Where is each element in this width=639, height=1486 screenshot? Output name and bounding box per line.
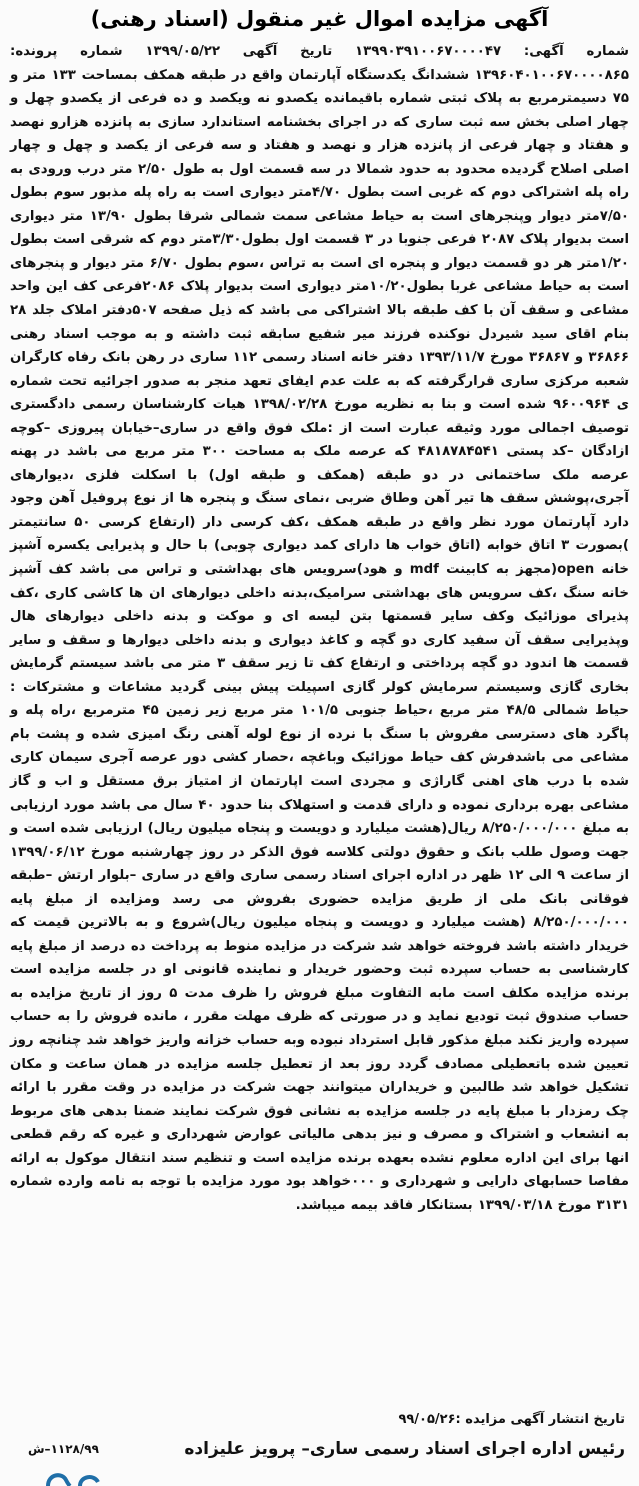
signature-line: رئیس اداره اجرای اسناد رسمی ساری– پرویز علیزاده [184, 1439, 625, 1459]
partial-stamp-mark [40, 1468, 120, 1486]
notice-body: شماره آگهی: ۱۳۹۹۰۳۹۱۰۰۶۷۰۰۰۰۴۷ تاریخ آگهی ۱۳۹۹/۰۵/۲۲ شماره پرونده: ۱۳۹۶۰۴۰۱۰۰۶۷۰۰۰۰۸۶۵ ششدانگ یکدستگاه آپارتمان واقع در طبقه همکف بمساحت ۱۳۳ متر و ۷۵ دسیمترمربع به پلاک ثبتی شماره باقیمانده یکصدو نه ویکصد و ده فرعی از یکصدو چهل و چهار اصلی بخش سه ثبت ساری که در اجرای بخشنامه استاندارد سازی به پانزده هزارو نهصد و هفتاد و چهار فرعی از پانزده هزار و نهصد و هفتاد و سه فرعی از یکصد و چهل و چهار اصلی اصلاح گردیده محدود به حدود شمالا در سه قسمت اول به طول ۲/۵۰ متر درب ورودی به راه پله اشتراکی دوم که غربی است بطول ۴/۷۰متر دیواری است به راه پله مذبور سوم بطول ۷/۵۰متر دیوار وپنجرهای است به حیاط مشاعی سمت شمالی شرقا بطول ۱۳/۹۰ متر دیواری است بدیوار پلاک ۲۰۸۷ فرعی جنوبا در ۳ قسمت اول بطول۳/۳۰متر دوم که شرقی است بطول ۱/۲۰متر هر دو قسمت دیوار و پنجره ای است به تراس ،سوم بطول ۶/۷۰ متر دیوار و پنجرهای است به حیاط مشاعی غربا بطول۱۰/۲۰متر دیواری است بدیوار پلاک ۲۰۸۶فرعی کف این واحد مشاعی و سقف آن با کف طبقه بالا اشتراکی می باشد که ذیل صفحه ۵۰۷دفتر املاک جلد ۲۸ بنام اقای سید شیردل نوکنده فرزند میر شفیع سابقه ثبت داشته و به موجب اسناد رهنی ۳۶۸۶۶ و ۳۶۸۶۷ مورخ ۱۳۹۳/۱۱/۷ دفتر خانه اسناد رسمی ۱۱۲ ساری در رهن بانک رفاه کارگران شعبه مرکزی ساری قرارگرفته که به علت عدم ایفای تعهد منجر به صدور اجرائیه تحت شماره ی ۹۶۰۰۹۶۴ شده است و بنا به نظریه مورخ ۱۳۹۸/۰۲/۲۸ هیات کارشناسان رسمی دادگستری توصیف اجمالی مورد وثیقه عبارت است از :ملک فوق واقع در ساری–خیابان پیروزی –کوچه ازادگان –کد پستی ۴۸۱۸۷۸۴۵۴۱ که عرصه ملک به مساحت ۳۰۰ متر مربع می باشد در پهنه عرصه ملک ساختمانی در دو طبقه (همکف و طبقه اول) با اسکلت فلزی ،دیوارهای آجری،پوشش سقف ها تیر آهن وطاق ضربی ،نمای سنگ و پنجره ها از نوع پروفیل آهن وجود دارد آپارتمان مورد نظر واقع در طبقه همکف ،کف کرسی دار (ارتفاع کرسی ۵۰ سانتیمتر )بصورت ۳ اتاق خوابه (اتاق خواب ها دارای کمد دیواری چوبی) با حال و پذیرایی یکسره آشپز خانه open(مجهز به کابینت mdf و هود)سرویس های بهداشتی و تراس می باشد کف آشپز خانه سنگ ،کف سرویس های بهداشتی سرامیک،بدنه داخلی دیوارهای ان ها کاشی کاری ،کف پذیرای موزائیک وکف سایر قسمتها بتن لیسه ای و موکت و بدنه داخلی دیوارهای هال وپذیرایی سقف آن سفید کاری دو گچه و کاغذ دیواری و بدنه داخلی دیوارها و سقف و سایر قسمت ها اندود دو گچه پرداختی و ارتفاع کف تا زیر سقف ۳ متر می باشد سیستم گرمایش بخاری گازی وسیستم سرمایش کولر گازی اسپیلت پیش بینی گردید مشاعات و مشترکات : حیاط شمالی ۴۸/۵ متر مربع ،حیاط جنوبی ۱۰۱/۵ متر مربع زیر زمین ۴۵ مترمربع ،راه پله و پاگرد های دسترسی مفروش با سنگ با نرده از نوع لوله آهنی رنگ امیزی شده و پشت بام مشاعی می باشدفرش کف حیاط موزائیک وباغچه ،حصار کشی دور عرصه آجری سیمان کاری شده با درب های اهنی گاراژی و مجردی است اپارتمان از امتیاز برق مستقل و اب و گاز مشاعی بهره برداری نموده و دارای قدمت و استهلاک بنا حدود ۴۰ سال می باشد مورد ارزیابی به مبلغ ۸/۲۵۰/۰۰۰/۰۰۰ ریال(هشت میلیارد و دویست و پنجاه میلیون ریال) ارزیابی شده است و جهت وصول طلب بانک و حقوق دولتی کلاسه فوق الذکر در روز چهارشنبه مورخ ۱۳۹۹/۰۶/۱۲ از ساعت ۹ الی ۱۲ ظهر در اداره اجرای اسناد رسمی ساری واقع در ساری –بلوار ارتش –طبقه فوقانی بانک ملی از طریق مزایده حضوری بفروش می رسد ومزایده از مبلغ پایه ۸/۲۵۰/۰۰۰/۰۰۰ (هشت میلیارد و دویست و پنجاه میلیون ریال)شروع و به بالاترین قیمت که خریدار داشته باشد فروخته خواهد شد شرکت در مزایده منوط به پرداخت ده درصد از مبلغ پایه کارشناسی به حساب سپرده ثبت وحضور خریدار و نماینده قانونی او در جلسه مزایده است برنده مزایده مکلف است مابه التفاوت مبلغ فروش را ظرف مدت ۵ روز از تاریخ مزایده به حساب صندوق ثبت تودیع نماید و در صورتی که ظرف مهلت مقرر ، مانده فروش را به حساب سپرده واریز نکند مبلغ مذکور قابل استرداد نبوده وبه حساب خزانه واریز خواهد شد چنانچه روز تعیین شده باتعطیلی مصادف گردد روز بعد از تعطیل جلسه مزایده در همان ساعت و مکان تشکیل خواهد شد طالبین و خریداران میتوانند جهت شرکت در مزایده در وقت مقرر با ارائه چک رمزدار با مبلغ پایه در جلسه مزایده به نشانی فوق شرکت نمایند ضمنا بدهی های مربوط به انشعاب و اشتراک و مصرف و نیز بدهی مالیاتی عوارض شهرداری و غیره که رقم قطعی انها برای این اداره معلوم نشده بعهده برنده مزایده است و تنظیم سند انتقال موکول به ارائه مفاصا حسابهای دارایی و شهرداری و ۰۰۰خواهد بود مورد مزایده با توجه به نامه وارده شماره ۳۱۳۱ مورخ ۱۳۹۹/۰۳/۱۸ بستانکار فاقد بیمه میباشد. [10, 44, 629, 1213]
publication-date: تاریخ انتشار آگهی مزایده :۹۹/۰۵/۲۶ [398, 1412, 625, 1427]
notice-footer [10, 1436, 629, 1466]
reference-code: ۱۱۲۸/۹۹–ش [28, 1442, 99, 1456]
notice-title: آگهی مزایده اموال غیر منقول (اسناد رهنی) [90, 7, 549, 31]
